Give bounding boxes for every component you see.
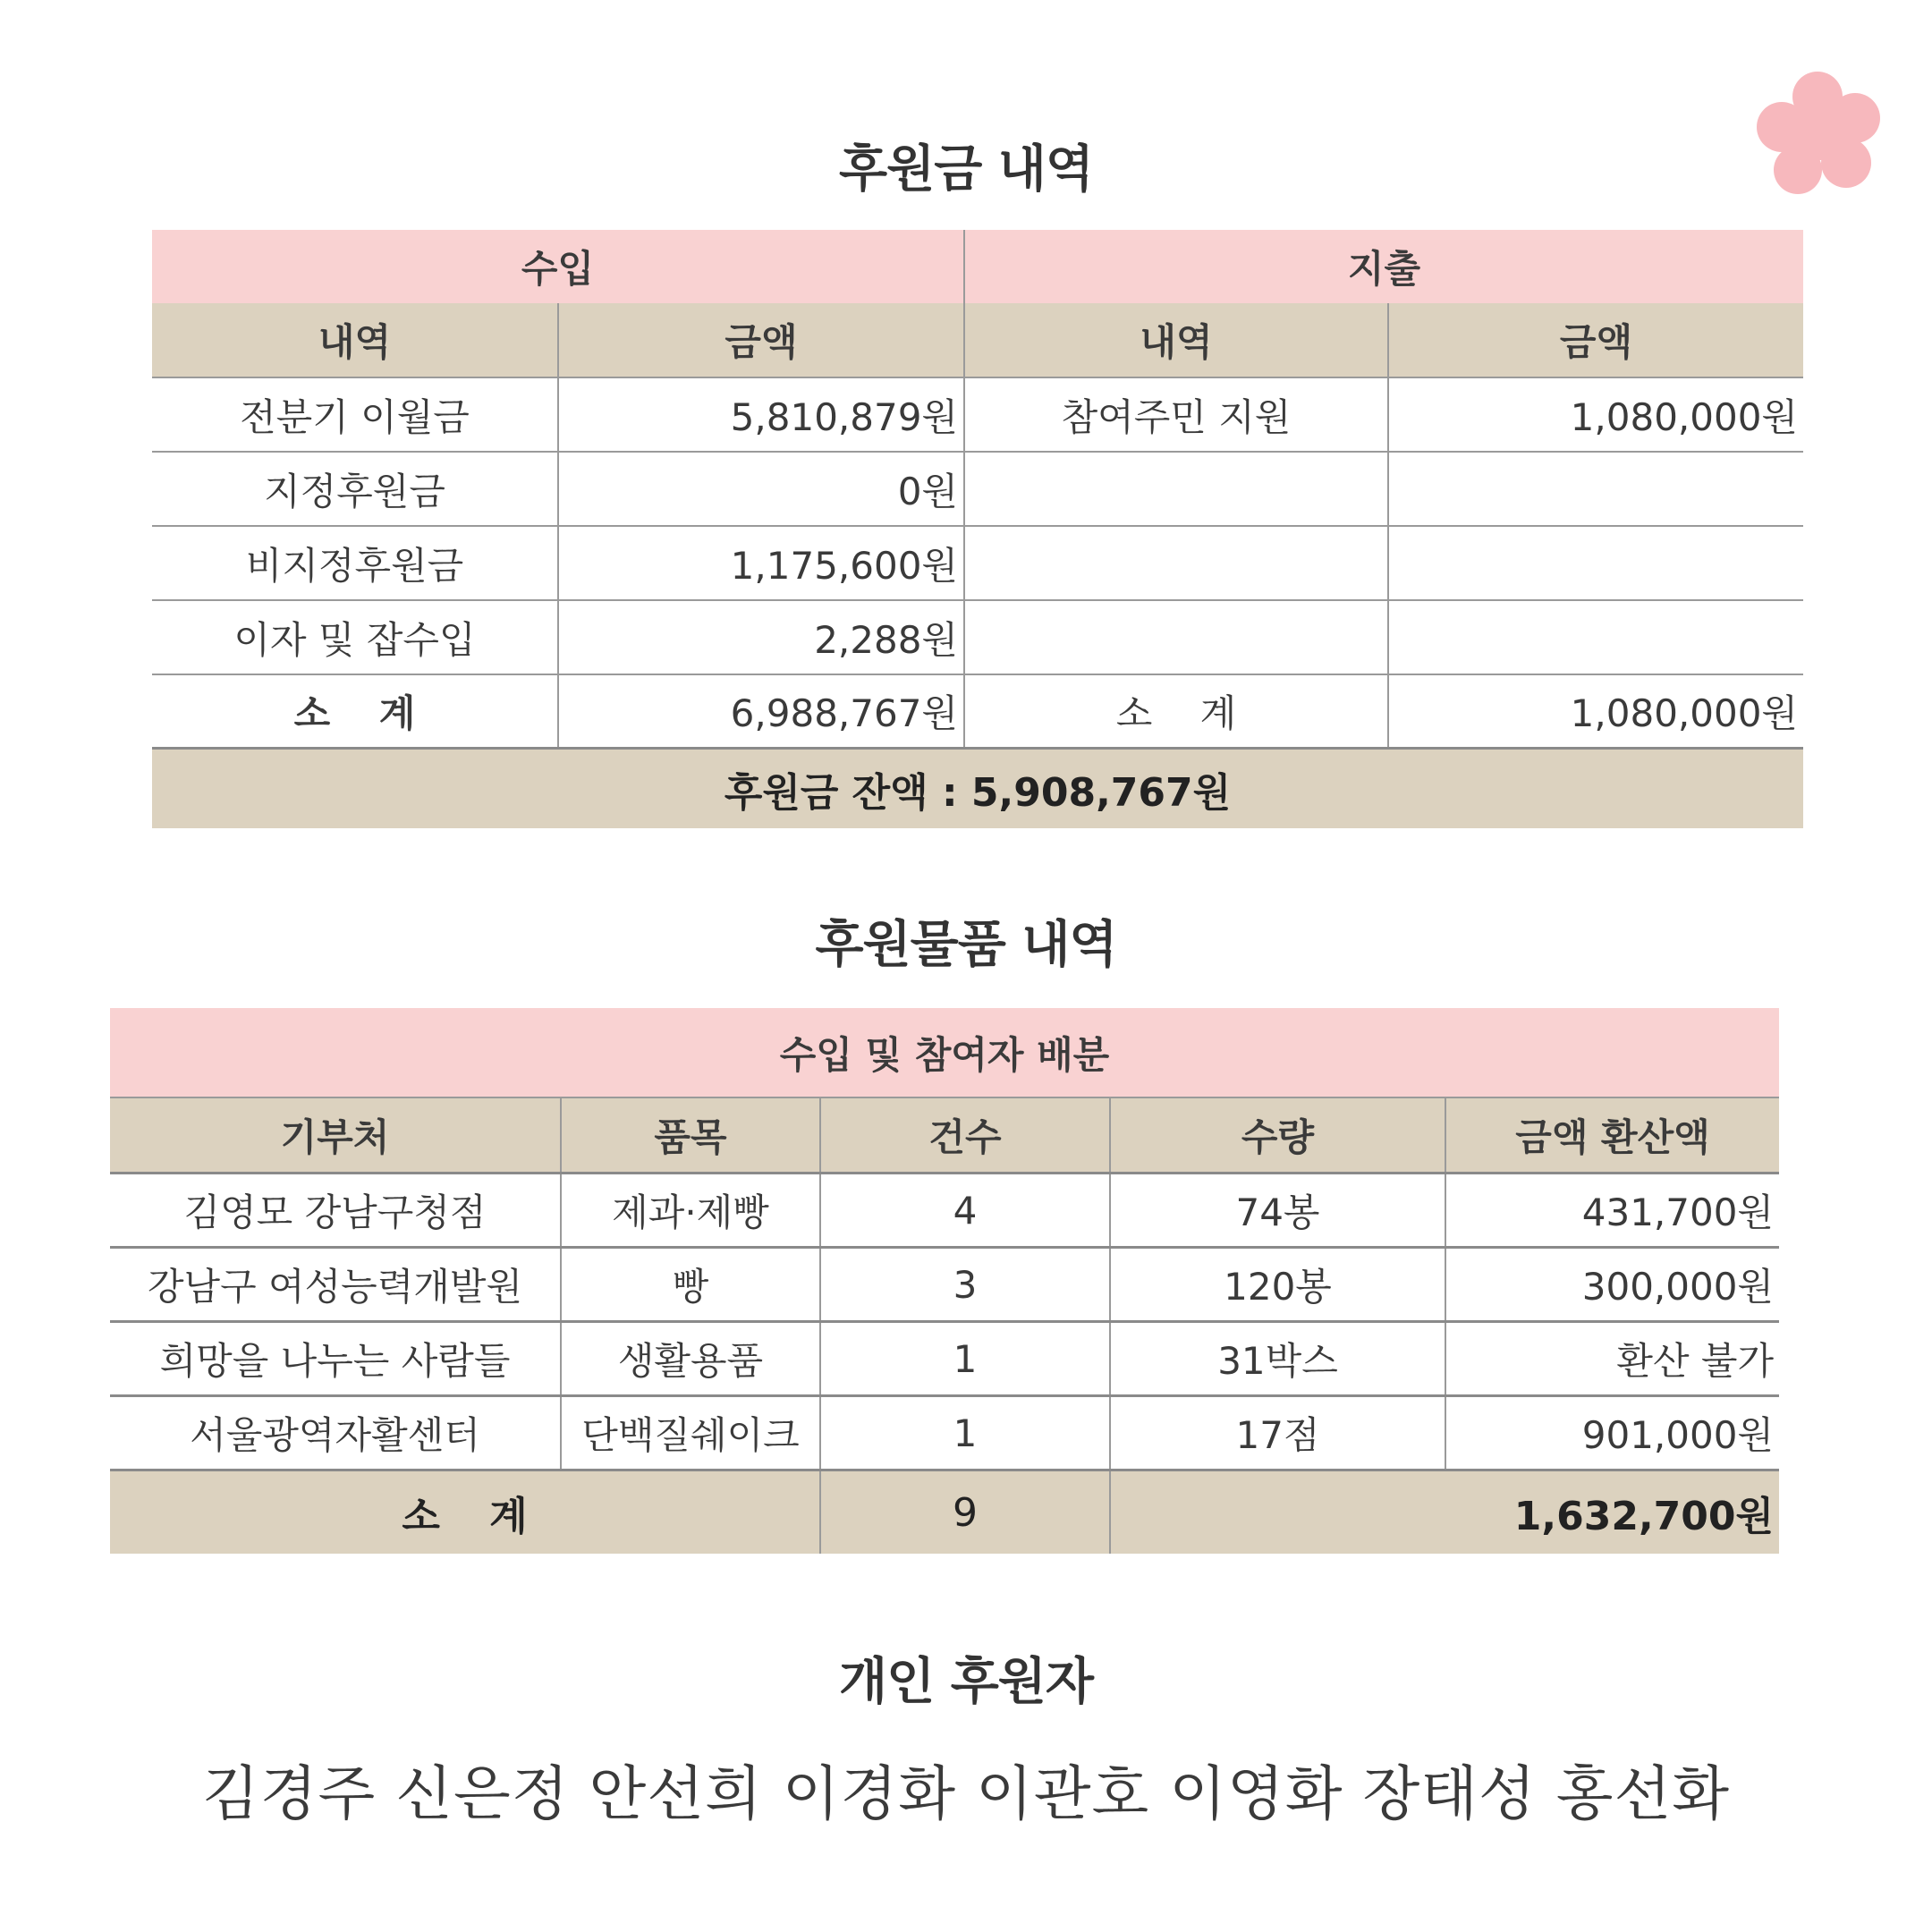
qty-cell: 74봉 (1110, 1174, 1445, 1248)
qty-cell: 120봉 (1110, 1248, 1445, 1322)
expense-item (964, 600, 1388, 674)
col-count: 건수 (820, 1097, 1110, 1174)
count-cell: 1 (820, 1322, 1110, 1396)
donation-goods-table (110, 1008, 1779, 1554)
expense-header: 지출 (964, 230, 1803, 303)
goods-group-header: 수입 및 참여자 배분 (110, 1008, 1779, 1097)
qty-cell: 17점 (1110, 1396, 1445, 1470)
expense-amount (1388, 600, 1803, 674)
income-item-header: 내역 (152, 303, 558, 377)
table-row (152, 526, 1803, 600)
table-row (152, 452, 1803, 526)
table-row (110, 1396, 1779, 1470)
count-cell: 4 (820, 1174, 1110, 1248)
income-subtotal: 6,988,767원 (558, 674, 964, 749)
goods-section-title: 후원물품 내역 (815, 916, 1117, 974)
table-row (110, 1322, 1779, 1396)
goods-subtotal-count: 9 (820, 1470, 1110, 1555)
goods-subtotal-value: 1,632,700원 (1110, 1470, 1779, 1555)
expense-amount: 1,080,000원 (1388, 377, 1803, 452)
donors-section-title: 개인 후원자 (839, 1653, 1093, 1711)
money-section-title: 후원금 내역 (839, 140, 1093, 199)
expense-item: 참여주민 지원 (964, 377, 1388, 452)
goods-subtotal-label: 소 계 (110, 1470, 820, 1555)
expense-amount (1388, 526, 1803, 600)
expense-subtotal-label: 소 계 (964, 674, 1388, 749)
income-amount: 2,288원 (558, 600, 964, 674)
expense-amount (1388, 452, 1803, 526)
col-item: 품목 (561, 1097, 820, 1174)
count-cell: 3 (820, 1248, 1110, 1322)
expense-item (964, 452, 1388, 526)
table-row (110, 1174, 1779, 1248)
expense-item-header: 내역 (964, 303, 1388, 377)
value-cell: 431,700원 (1445, 1174, 1779, 1248)
donor-cell: 강남구 여성능력개발원 (110, 1248, 561, 1322)
income-amount-header: 금액 (558, 303, 964, 377)
income-item: 비지정후원금 (152, 526, 558, 600)
income-amount: 1,175,600원 (558, 526, 964, 600)
expense-item (964, 526, 1388, 600)
income-amount: 0원 (558, 452, 964, 526)
value-cell: 300,000원 (1445, 1248, 1779, 1322)
expense-amount-header: 금액 (1388, 303, 1803, 377)
income-item: 전분기 이월금 (152, 377, 558, 452)
expense-subtotal: 1,080,000원 (1388, 674, 1803, 749)
col-value: 금액 환산액 (1445, 1097, 1779, 1174)
donor-cell: 서울광역자활센터 (110, 1396, 561, 1470)
qty-cell: 31박스 (1110, 1322, 1445, 1396)
donation-money-table (152, 230, 1803, 828)
col-donor: 기부처 (110, 1097, 561, 1174)
subtotal-row (152, 674, 1803, 749)
income-subtotal-label: 소 계 (152, 674, 558, 749)
col-qty: 수량 (1110, 1097, 1445, 1174)
item-cell: 생활용품 (561, 1322, 820, 1396)
item-cell: 빵 (561, 1248, 820, 1322)
balance-total: 후원금 잔액 : 5,908,767원 (152, 749, 1803, 829)
item-cell: 제과·제빵 (561, 1174, 820, 1248)
value-cell: 환산 불가 (1445, 1322, 1779, 1396)
donor-cell: 희망을 나누는 사람들 (110, 1322, 561, 1396)
table-row (110, 1248, 1779, 1322)
income-amount: 5,810,879원 (558, 377, 964, 452)
income-item: 이자 및 잡수입 (152, 600, 558, 674)
item-cell: 단백질쉐이크 (561, 1396, 820, 1470)
count-cell: 1 (820, 1396, 1110, 1470)
donor-cell: 김영모 강남구청점 (110, 1174, 561, 1248)
subtotal-row (110, 1470, 1779, 1555)
table-row (152, 377, 1803, 452)
value-cell: 901,000원 (1445, 1396, 1779, 1470)
donor-names: 김경주 신은정 안선희 이경화 이관호 이영화 장태성 홍선화 (202, 1759, 1730, 1828)
table-row (152, 600, 1803, 674)
income-item: 지정후원금 (152, 452, 558, 526)
income-header: 수입 (152, 230, 964, 303)
